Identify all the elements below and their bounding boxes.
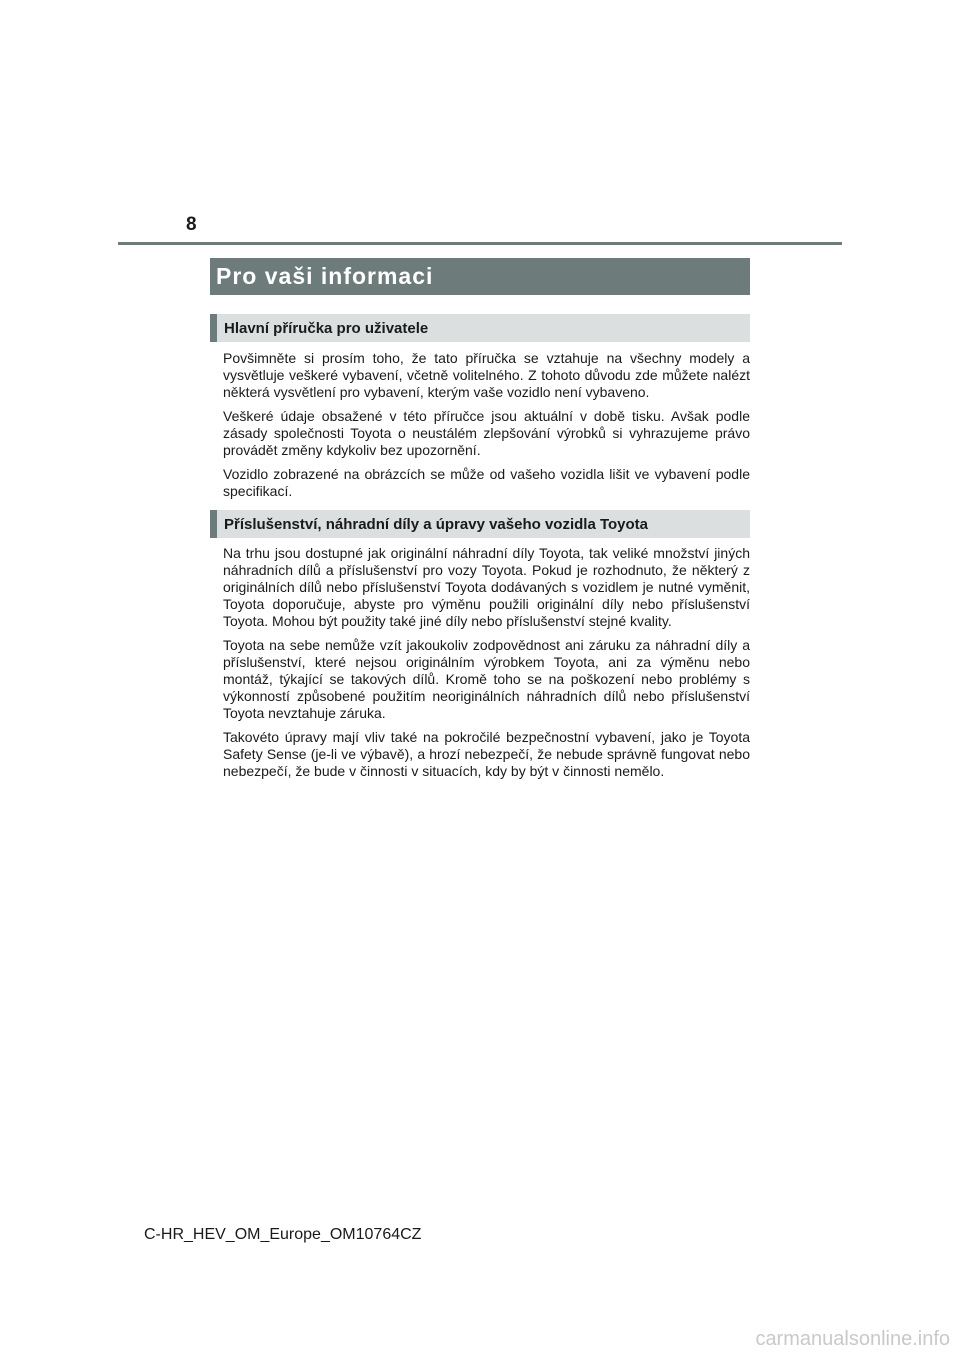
watermark: carmanualsonline.info: [755, 1328, 950, 1350]
paragraph: Veškeré údaje obsažené v této příručce jsou aktuální v době tisku. Avšak podle zásady společnosti Toyota o neustálém zlepšování výrobků si vyhrazujeme právo provádět změny kdykoliv bez upozornění.: [223, 408, 750, 458]
paragraph: Na trhu jsou dostupné jak originální náhradní díly Toyota, tak veliké množství jiných náhradních dílů a příslušenství pro vozy Toyota. Pokud je rozhodnuto, že některý z originálních dílů nebo příslušenství Toyota dodávaných s vozidlem je nutné vyměnit, Toyota doporučuje, abyste pro výměnu použili originální díly nebo příslušenství Toyota. Mohou být použity také jiné díly nebo příslušenství stejné kvality.: [223, 545, 750, 629]
paragraph: Takovéto úpravy mají vliv také na pokročilé bezpečnostní vybavení, jako je Toyota Safety Sense (je-li ve výbavě), a hrozí nebezpečí, že nebude správně fungovat nebo nebezpečí, že bude v činnosti v situacích, kdy by být v činnosti nemělo.: [223, 729, 750, 779]
paragraph: Toyota na sebe nemůže vzít jakoukoliv zodpovědnost ani záruku za náhradní díly a příslušenství, které nejsou originálním výrobkem Toyota, ani za výměnu nebo montáž, týkající se takových dílů. Kromě toho se na poškození nebo problémy s výkonností způsobené použitím neoriginálních náhradních dílů nebo příslušenství Toyota nevztahuje záruka.: [223, 637, 750, 721]
paragraph: Vozidlo zobrazené na obrázcích se může od vašeho vozidla lišit ve vybavení podle specifikací.: [223, 466, 750, 499]
document-footer-code: C-HR_HEV_OM_Europe_OM10764CZ: [144, 1226, 422, 1243]
paragraph: Povšimněte si prosím toho, že tato příručka se vztahuje na všechny modely a vysvětluje veškeré vybavení, včetně volitelného. Z tohoto důvodu zde můžete nalézt některá vysvětlení pro vybavení, kterým vaše vozidlo není vybaveno.: [223, 350, 750, 400]
header-rule: [118, 242, 842, 245]
page-title: Pro vaši informaci: [216, 263, 434, 289]
section-heading-label: Hlavní příručka pro uživatele: [224, 319, 429, 337]
page-number: 8: [186, 214, 197, 235]
section-heading-accent: [210, 314, 217, 342]
section-heading-main-manual: [210, 314, 750, 342]
page-title-bar: [210, 258, 750, 295]
section-heading-label: Příslušenství, náhradní díly a úpravy vašeho vozidla Toyota: [224, 515, 649, 533]
section-body-main-manual: [223, 350, 750, 507]
section-heading-accessories: [210, 510, 750, 538]
section-body-accessories: [223, 545, 750, 787]
section-heading-accent: [210, 510, 217, 538]
